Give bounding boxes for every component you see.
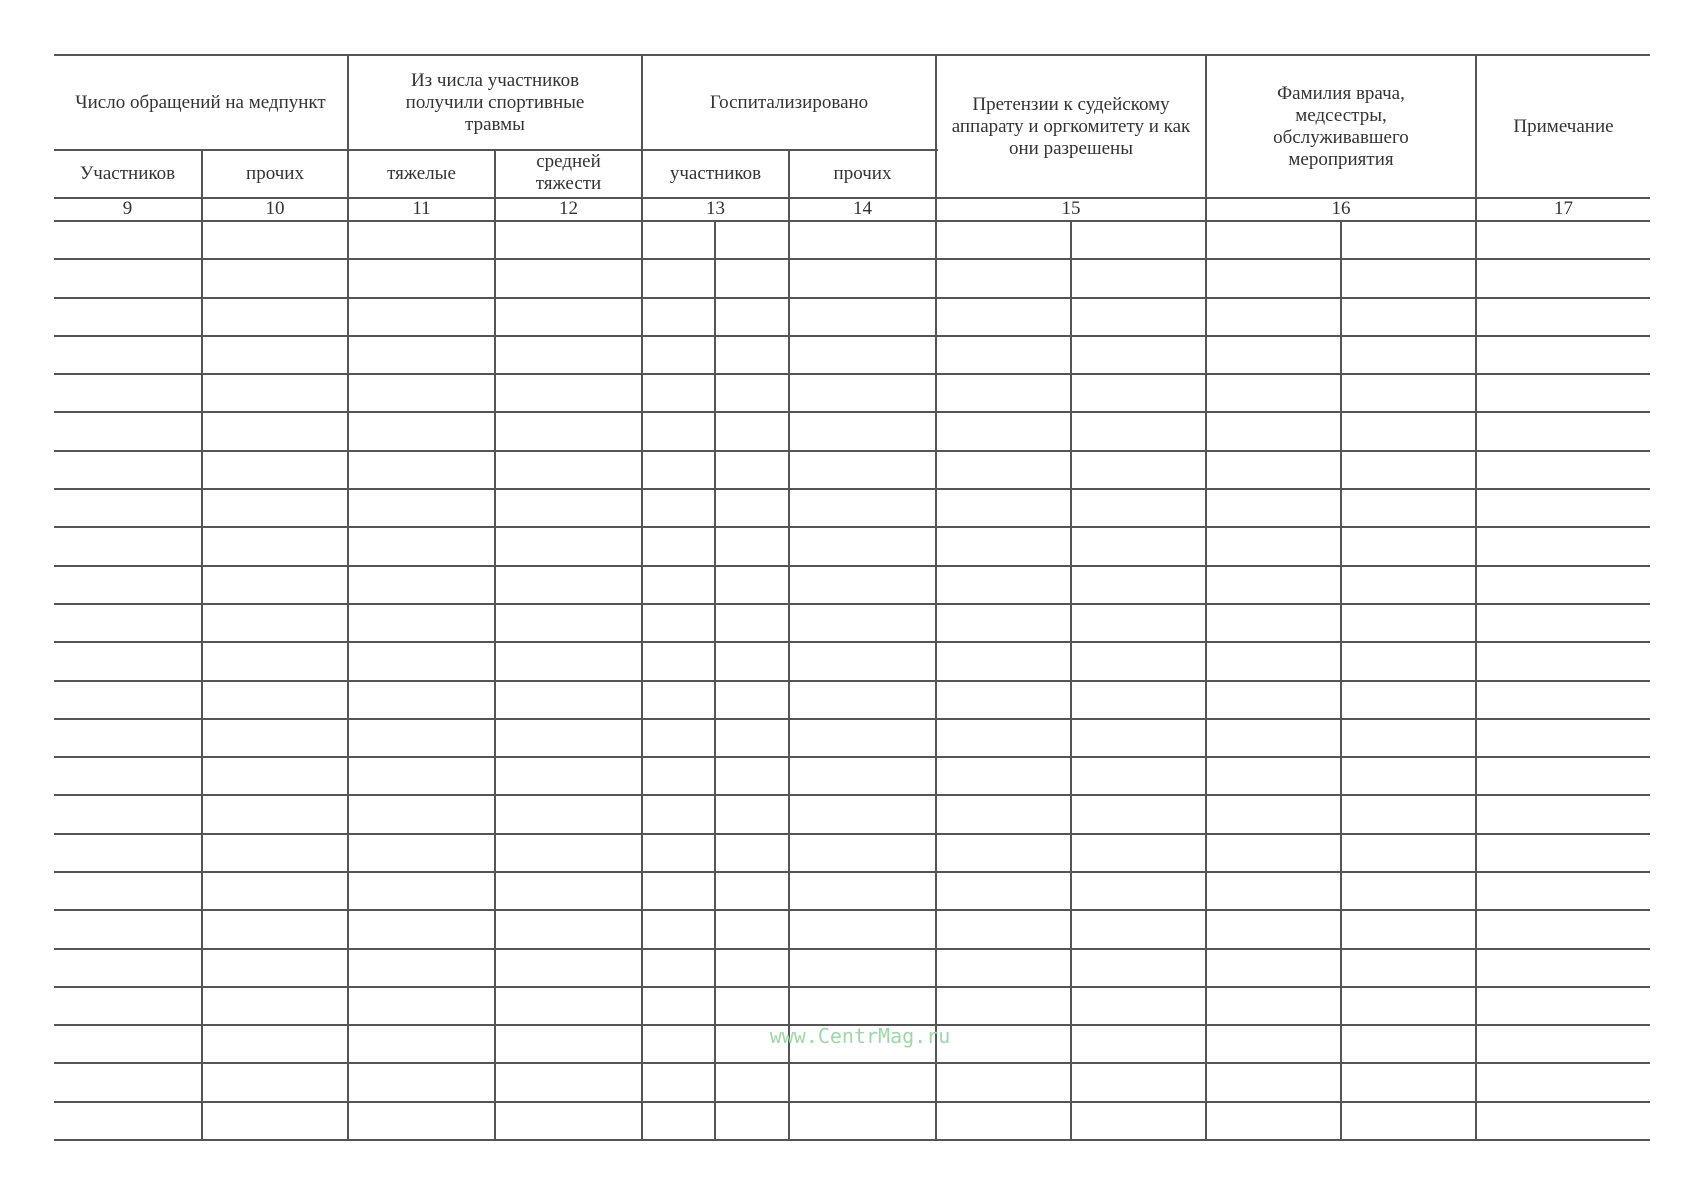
row-rule <box>54 411 1650 413</box>
header-claims: Претензии к судейскому аппарату и оргкомитету и как они разрешены <box>951 93 1191 159</box>
col-number: 15 <box>1061 198 1081 219</box>
row-rule <box>54 680 1650 682</box>
row-rule <box>54 948 1650 950</box>
row-rule <box>54 1062 1650 1064</box>
row-rule <box>54 450 1650 452</box>
row-rule <box>54 526 1650 528</box>
col-number: 11 <box>412 198 431 219</box>
subheader-others: прочих <box>246 163 304 184</box>
subheader-participants-hosp: участников <box>669 163 762 184</box>
col-number: 12 <box>559 198 578 219</box>
subheader-others-hosp: прочих <box>833 163 892 184</box>
header-hospitalized: Госпитализировано <box>709 91 869 113</box>
rule-bottom <box>54 1139 1650 1141</box>
row-rule <box>54 756 1650 758</box>
rule-numbers-bottom <box>54 220 1650 222</box>
row-rule <box>54 488 1650 490</box>
header-note: Примечание <box>1513 115 1614 137</box>
row-rule <box>54 335 1650 337</box>
row-rule <box>54 833 1650 835</box>
row-rule <box>54 297 1650 299</box>
col-number: 16 <box>1331 198 1351 219</box>
row-rule <box>54 641 1650 643</box>
subheader-severe: тяжелые <box>387 163 456 184</box>
row-rule <box>54 718 1650 720</box>
col-number: 17 <box>1554 198 1573 219</box>
header-doctor: Фамилия врача, медсестры, обслуживавшего мероприятия <box>1273 82 1409 170</box>
row-rule <box>54 373 1650 375</box>
header-injuries: Из числа участников получили спортивные травмы <box>405 69 585 135</box>
row-rule <box>54 565 1650 567</box>
col-number: 9 <box>122 198 133 219</box>
subheader-medium: средней тяжести <box>535 151 602 194</box>
row-rule <box>54 258 1650 260</box>
row-rule <box>54 909 1650 911</box>
row-rule <box>54 603 1650 605</box>
subheader-participants: Участников <box>79 163 176 184</box>
watermark: www.CentrMag.ru <box>769 1024 951 1048</box>
row-rule <box>54 1101 1650 1103</box>
col-number: 10 <box>265 198 285 219</box>
row-rule <box>54 986 1650 988</box>
row-rule <box>54 871 1650 873</box>
col-number: 13 <box>706 198 725 219</box>
col-number: 14 <box>853 198 872 219</box>
row-rule <box>54 794 1650 796</box>
header-appeals: Число обращений на медпункт <box>75 91 326 113</box>
